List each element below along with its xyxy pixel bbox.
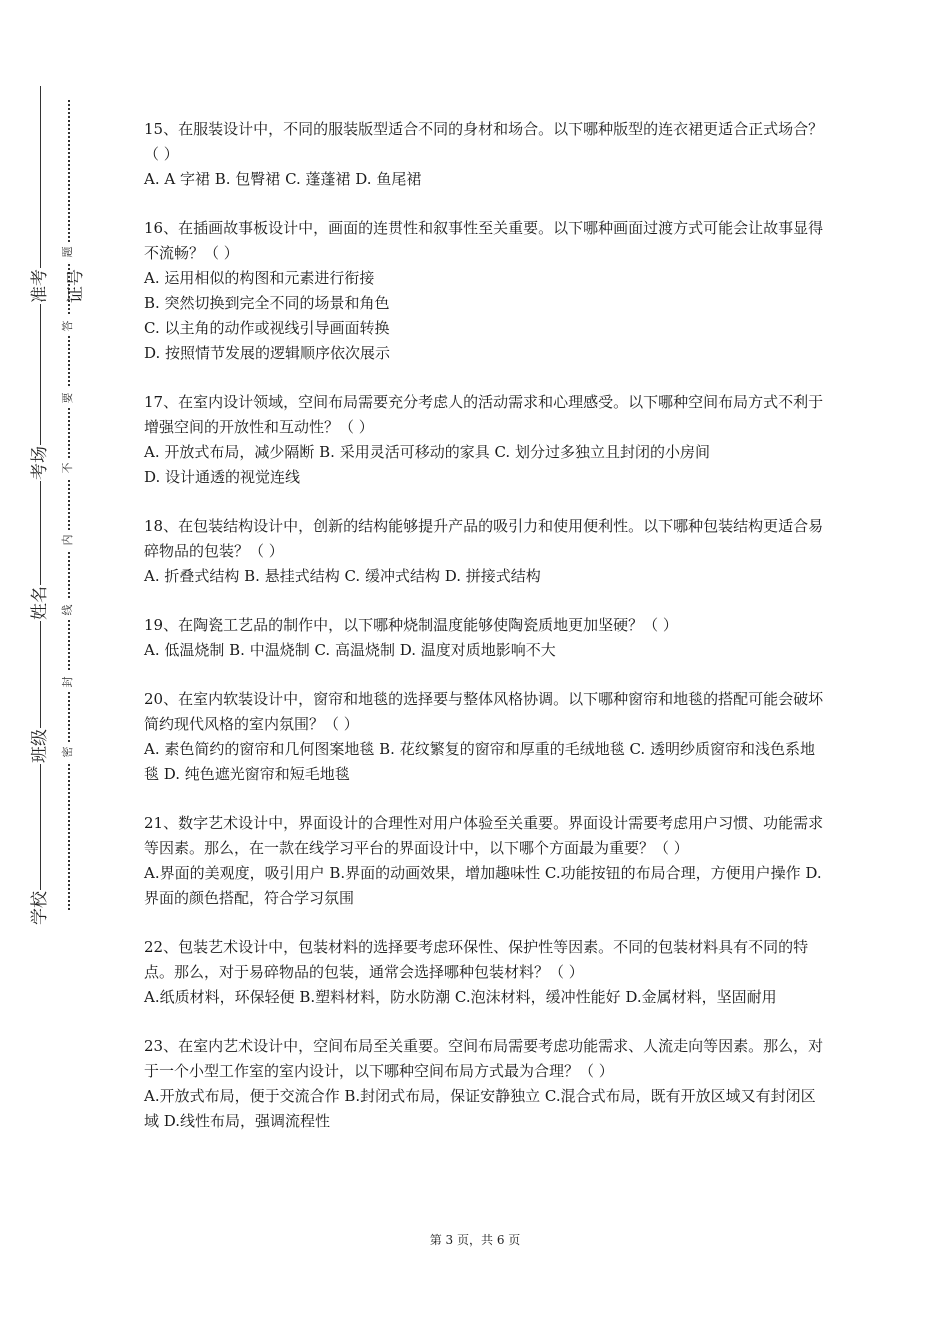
question-19: [144, 613, 824, 663]
option-d: D. 按照情节发展的逻辑顺序依次展示: [144, 344, 391, 362]
question-options: A.纸质材料，环保轻便 B.塑料材料，防水防潮 C.泡沫材料，缓冲性能好 D.金属材料，坚固耐用: [144, 988, 777, 1006]
question-stem: 15、在服装设计中，不同的服装版型适合不同的身材和场合。以下哪种版型的连衣裙更适合正式场合？（ ）: [144, 120, 824, 163]
question-options: A. A 字裙 B. 包臀裙 C. 蓬蓬裙 D. 鱼尾裙: [144, 170, 422, 188]
option-d: D. 设计通透的视觉连线: [144, 468, 301, 486]
page-footer: 第 3 页，共 6 页: [429, 1233, 521, 1247]
question-18: [144, 514, 824, 589]
exam-id-label: 准考证号: [22, 268, 58, 304]
question-23: [144, 1034, 824, 1134]
question-stem: 16、在插画故事板设计中，画面的连贯性和叙事性至关重要。以下哪种画面过渡方式可能会让故事显得不流畅？（ ）: [144, 219, 824, 262]
name-label: 姓名: [22, 585, 58, 621]
seal-char: 密: [58, 742, 78, 762]
question-17: [144, 390, 824, 490]
question-stem: 21、数字艺术设计中，界面设计的合理性对用户体验至关重要。界面设计需要考虑用户习惯、功能需求等因素。那么，在一款在线学习平台的界面设计中，以下哪个方面最为重要？（ ）: [144, 814, 824, 857]
binding-margin: [0, 0, 110, 1344]
seal-char: 不: [58, 458, 78, 478]
question-21: [144, 811, 824, 911]
question-options: A. 低温烧制 B. 中温烧制 C. 高温烧制 D. 温度对质地影响不大: [144, 641, 556, 659]
seal-char: 内: [58, 530, 78, 550]
seal-char: 线: [58, 600, 78, 620]
question-stem: 19、在陶瓷工艺品的制作中，以下哪种烧制温度能够使陶瓷质地更加坚硬？（ ）: [144, 616, 678, 634]
question-20: [144, 687, 824, 787]
question-options: A. 素色简约的窗帘和几何图案地毯 B. 花纹繁复的窗帘和厚重的毛绒地毯 C. 透明纱质窗帘和浅色系地毯 D. 纯色遮光窗帘和短毛地毯: [144, 740, 815, 783]
seal-dotted-line: [68, 100, 70, 910]
question-16: [144, 216, 824, 366]
question-22: [144, 935, 824, 1010]
school-label: 学校: [22, 890, 58, 926]
seal-char: 封: [58, 672, 78, 692]
question-list: [144, 117, 824, 1158]
option-b: B. 突然切换到完全不同的场景和角色: [144, 294, 390, 312]
question-15: [144, 117, 824, 192]
question-stem: 18、在包装结构设计中，创新的结构能够提升产品的吸引力和使用便利性。以下哪种包装结构更适合易碎物品的包装？（ ）: [144, 517, 824, 560]
question-options: A.开放式布局，便于交流合作 B.封闭式布局，保证安静独立 C.混合式布局，既有开放区域又有封闭区域 D.线性布局，强调流程性: [144, 1087, 816, 1130]
exam-room-label: 考场: [22, 445, 58, 481]
option-c: C. 以主角的动作或视线引导画面转换: [144, 319, 390, 337]
question-stem: 20、在室内软装设计中，窗帘和地毯的选择要与整体风格协调。以下哪种窗帘和地毯的搭配可能会破坏简约现代风格的室内氛围？（ ）: [144, 690, 824, 733]
binding-line: [40, 86, 41, 926]
class-label: 班级: [22, 728, 58, 764]
question-stem: 17、在室内设计领域，空间布局需要充分考虑人的活动需求和心理感受。以下哪种空间布局方式不利于增强空间的开放性和互动性？（ ）: [144, 393, 824, 436]
question-stem: 23、在室内艺术设计中，空间布局至关重要。空间布局需要考虑功能需求、人流走向等因素。那么，对于一个小型工作室的室内设计，以下哪种空间布局方式最为合理？（ ）: [144, 1037, 824, 1080]
seal-char: 题: [58, 242, 78, 262]
seal-char: 要: [58, 388, 78, 408]
question-options: A.界面的美观度，吸引用户 B.界面的动画效果，增加趣味性 C.功能按钮的布局合理，方便用户操作 D.界面的颜色搭配，符合学习氛围: [144, 864, 822, 907]
question-options: A. 折叠式结构 B. 悬挂式结构 C. 缓冲式结构 D. 拼接式结构: [144, 567, 541, 585]
seal-char: 答: [58, 316, 78, 336]
question-stem: 22、包装艺术设计中，包装材料的选择要考虑环保性、保护性等因素。不同的包装材料具有不同的特点。那么，对于易碎物品的包装，通常会选择哪种包装材料？（ ）: [144, 938, 809, 981]
option-a: A. 运用相似的构图和元素进行衔接: [144, 269, 375, 287]
question-options: A. 开放式布局，减少隔断 B. 采用灵活可移动的家具 C. 划分过多独立且封闭的小房间: [144, 443, 710, 461]
